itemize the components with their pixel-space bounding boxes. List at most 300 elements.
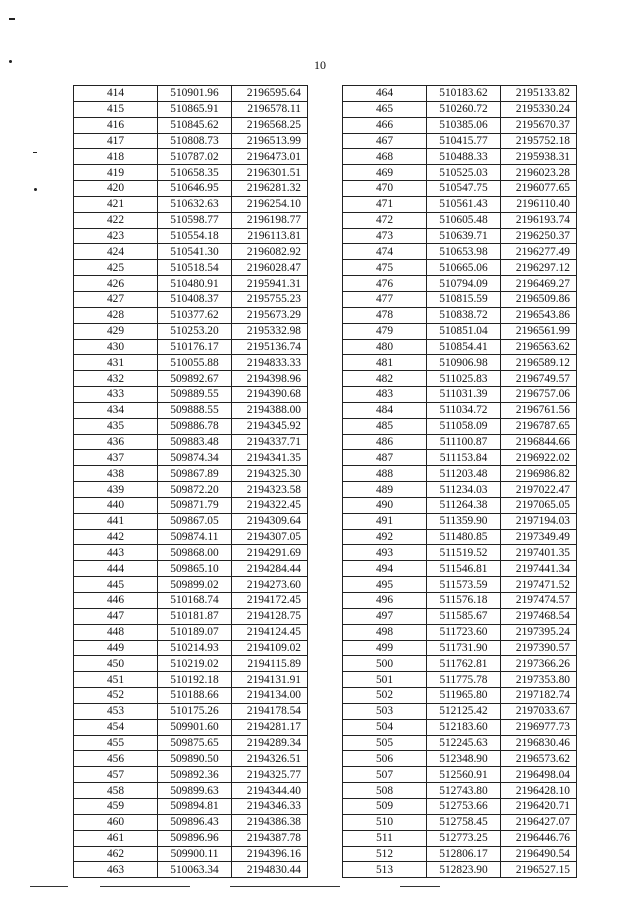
point-number-cell: 454 (74, 719, 158, 735)
point-number-cell: 448 (74, 624, 158, 640)
y-coordinate-cell: 2194134.00 (232, 688, 308, 704)
table-row (343, 783, 577, 799)
y-coordinate-cell: 2196787.65 (501, 418, 577, 434)
point-number-cell: 508 (343, 783, 427, 799)
table-row (74, 561, 308, 577)
y-coordinate-cell: 2197022.47 (501, 482, 577, 498)
y-coordinate-cell: 2194398.96 (232, 371, 308, 387)
y-coordinate-cell: 2194344.40 (232, 783, 308, 799)
y-coordinate-cell: 2196527.15 (501, 862, 577, 878)
x-coordinate-cell: 511731.90 (427, 640, 501, 656)
table-row (74, 371, 308, 387)
footer-rule (30, 886, 68, 887)
table-row (74, 228, 308, 244)
y-coordinate-cell: 2194337.71 (232, 434, 308, 450)
y-coordinate-cell: 2195136.74 (232, 339, 308, 355)
x-coordinate-cell: 511573.59 (427, 577, 501, 593)
table-row (74, 133, 308, 149)
table-row (343, 244, 577, 260)
footer-rule (400, 886, 440, 887)
x-coordinate-cell: 512560.91 (427, 767, 501, 783)
x-coordinate-cell: 510189.07 (158, 624, 232, 640)
x-coordinate-cell: 511034.72 (427, 402, 501, 418)
x-coordinate-cell: 510525.03 (427, 165, 501, 181)
y-coordinate-cell: 2196922.02 (501, 450, 577, 466)
point-number-cell: 437 (74, 450, 158, 466)
table-row (74, 323, 308, 339)
table-row (74, 450, 308, 466)
y-coordinate-cell: 2194396.16 (232, 846, 308, 862)
table-row (74, 101, 308, 117)
y-coordinate-cell: 2197395.24 (501, 624, 577, 640)
x-coordinate-cell: 510192.18 (158, 672, 232, 688)
y-coordinate-cell: 2196589.12 (501, 355, 577, 371)
y-coordinate-cell: 2194390.68 (232, 387, 308, 403)
point-number-cell: 495 (343, 577, 427, 593)
x-coordinate-cell: 509875.65 (158, 735, 232, 751)
table-row (74, 387, 308, 403)
y-coordinate-cell: 2196578.11 (232, 101, 308, 117)
x-coordinate-cell: 510554.18 (158, 228, 232, 244)
point-number-cell: 427 (74, 291, 158, 307)
y-coordinate-cell: 2194289.34 (232, 735, 308, 751)
y-coordinate-cell: 2196428.10 (501, 783, 577, 799)
table-row (343, 133, 577, 149)
y-coordinate-cell: 2194284.44 (232, 561, 308, 577)
x-coordinate-cell: 512245.63 (427, 735, 501, 751)
table-row (74, 434, 308, 450)
y-coordinate-cell: 2196110.40 (501, 196, 577, 212)
point-number-cell: 467 (343, 133, 427, 149)
x-coordinate-cell: 509867.89 (158, 466, 232, 482)
table-row (74, 402, 308, 418)
table-row (343, 101, 577, 117)
y-coordinate-cell: 2194131.91 (232, 672, 308, 688)
point-number-cell: 490 (343, 497, 427, 513)
point-number-cell: 513 (343, 862, 427, 878)
table-row (74, 529, 308, 545)
y-coordinate-cell: 2196254.10 (232, 196, 308, 212)
y-coordinate-cell: 2197441.34 (501, 561, 577, 577)
table-row (343, 228, 577, 244)
y-coordinate-cell: 2197349.49 (501, 529, 577, 545)
x-coordinate-cell: 510377.62 (158, 307, 232, 323)
point-number-cell: 487 (343, 450, 427, 466)
table-row (343, 212, 577, 228)
y-coordinate-cell: 2195670.37 (501, 117, 577, 133)
point-number-cell: 478 (343, 307, 427, 323)
table-row (343, 355, 577, 371)
x-coordinate-cell: 510480.91 (158, 276, 232, 292)
y-coordinate-cell: 2196830.46 (501, 735, 577, 751)
x-coordinate-cell: 510646.95 (158, 181, 232, 197)
table-row (74, 482, 308, 498)
x-coordinate-cell: 511480.85 (427, 529, 501, 545)
table-row (343, 434, 577, 450)
x-coordinate-cell: 509868.00 (158, 545, 232, 561)
y-coordinate-cell: 2196473.01 (232, 149, 308, 165)
x-coordinate-cell: 509872.20 (158, 482, 232, 498)
x-coordinate-cell: 510063.34 (158, 862, 232, 878)
y-coordinate-cell: 2196193.74 (501, 212, 577, 228)
point-number-cell: 459 (74, 798, 158, 814)
y-coordinate-cell: 2197401.35 (501, 545, 577, 561)
table-row (343, 624, 577, 640)
table-row (343, 640, 577, 656)
y-coordinate-cell: 2194325.30 (232, 466, 308, 482)
x-coordinate-cell: 511762.81 (427, 656, 501, 672)
table-row (343, 339, 577, 355)
x-coordinate-cell: 511203.48 (427, 466, 501, 482)
point-number-cell: 486 (343, 434, 427, 450)
point-number-cell: 438 (74, 466, 158, 482)
table-row (343, 181, 577, 197)
table-row (74, 767, 308, 783)
table-row (343, 482, 577, 498)
point-number-cell: 503 (343, 703, 427, 719)
table-row (343, 387, 577, 403)
point-number-cell: 451 (74, 672, 158, 688)
point-number-cell: 423 (74, 228, 158, 244)
point-number-cell: 502 (343, 688, 427, 704)
y-coordinate-cell: 2197366.26 (501, 656, 577, 672)
x-coordinate-cell: 512758.45 (427, 814, 501, 830)
x-coordinate-cell: 510547.75 (427, 181, 501, 197)
point-number-cell: 500 (343, 656, 427, 672)
y-coordinate-cell: 2196023.28 (501, 165, 577, 181)
table-row (74, 260, 308, 276)
table-row (343, 561, 577, 577)
coordinate-table-left (73, 85, 308, 878)
table-row (343, 735, 577, 751)
x-coordinate-cell: 510260.72 (427, 101, 501, 117)
x-coordinate-cell: 512183.60 (427, 719, 501, 735)
table-row (343, 814, 577, 830)
point-number-cell: 471 (343, 196, 427, 212)
point-number-cell: 440 (74, 497, 158, 513)
table-row (74, 149, 308, 165)
y-coordinate-cell: 2197390.57 (501, 640, 577, 656)
y-coordinate-cell: 2197033.67 (501, 703, 577, 719)
table-row (74, 497, 308, 513)
point-number-cell: 426 (74, 276, 158, 292)
table-row (343, 767, 577, 783)
point-number-cell: 441 (74, 513, 158, 529)
y-coordinate-cell: 2197194.03 (501, 513, 577, 529)
table-row (343, 688, 577, 704)
table-row (74, 181, 308, 197)
x-coordinate-cell: 509892.67 (158, 371, 232, 387)
table-row (74, 418, 308, 434)
x-coordinate-cell: 509894.81 (158, 798, 232, 814)
y-coordinate-cell: 2196446.76 (501, 830, 577, 846)
y-coordinate-cell: 2197065.05 (501, 497, 577, 513)
y-coordinate-cell: 2197474.57 (501, 593, 577, 609)
x-coordinate-cell: 510794.09 (427, 276, 501, 292)
point-number-cell: 462 (74, 846, 158, 862)
point-number-cell: 453 (74, 703, 158, 719)
x-coordinate-cell: 511965.80 (427, 688, 501, 704)
y-coordinate-cell: 2196513.99 (232, 133, 308, 149)
y-coordinate-cell: 2194115.89 (232, 656, 308, 672)
table-row (74, 640, 308, 656)
x-coordinate-cell: 510168.74 (158, 593, 232, 609)
table-row (74, 608, 308, 624)
point-number-cell: 472 (343, 212, 427, 228)
x-coordinate-cell: 509896.96 (158, 830, 232, 846)
table-row (343, 323, 577, 339)
x-coordinate-cell: 510901.96 (158, 86, 232, 102)
y-coordinate-cell: 2194128.75 (232, 608, 308, 624)
y-coordinate-cell: 2196977.73 (501, 719, 577, 735)
y-coordinate-cell: 2194172.45 (232, 593, 308, 609)
point-number-cell: 482 (343, 371, 427, 387)
x-coordinate-cell: 509892.36 (158, 767, 232, 783)
table-row (74, 117, 308, 133)
table-row (343, 276, 577, 292)
point-number-cell: 497 (343, 608, 427, 624)
point-number-cell: 511 (343, 830, 427, 846)
point-number-cell: 466 (343, 117, 427, 133)
point-number-cell: 474 (343, 244, 427, 260)
y-coordinate-cell: 2196757.06 (501, 387, 577, 403)
point-number-cell: 422 (74, 212, 158, 228)
x-coordinate-cell: 512348.90 (427, 751, 501, 767)
x-coordinate-cell: 510181.87 (158, 608, 232, 624)
table-row (74, 355, 308, 371)
x-coordinate-cell: 511031.39 (427, 387, 501, 403)
point-number-cell: 417 (74, 133, 158, 149)
table-row (343, 719, 577, 735)
table-row (74, 862, 308, 878)
point-number-cell: 496 (343, 593, 427, 609)
x-coordinate-cell: 510665.06 (427, 260, 501, 276)
y-coordinate-cell: 2196844.66 (501, 434, 577, 450)
table-row (74, 212, 308, 228)
point-number-cell: 501 (343, 672, 427, 688)
y-coordinate-cell: 2194291.69 (232, 545, 308, 561)
x-coordinate-cell: 510851.04 (427, 323, 501, 339)
table-row (343, 418, 577, 434)
y-coordinate-cell: 2194388.00 (232, 402, 308, 418)
point-number-cell: 456 (74, 751, 158, 767)
y-coordinate-cell: 2196498.04 (501, 767, 577, 783)
y-coordinate-cell: 2194386.38 (232, 814, 308, 830)
x-coordinate-cell: 509874.11 (158, 529, 232, 545)
point-number-cell: 480 (343, 339, 427, 355)
table-row (343, 862, 577, 878)
x-coordinate-cell: 512753.66 (427, 798, 501, 814)
point-number-cell: 414 (74, 86, 158, 102)
table-row (343, 672, 577, 688)
y-coordinate-cell: 2196077.65 (501, 181, 577, 197)
table-row (74, 703, 308, 719)
y-coordinate-cell: 2194326.51 (232, 751, 308, 767)
margin-mark (9, 18, 15, 20)
x-coordinate-cell: 511775.78 (427, 672, 501, 688)
x-coordinate-cell: 509901.60 (158, 719, 232, 735)
point-number-cell: 484 (343, 402, 427, 418)
x-coordinate-cell: 510253.20 (158, 323, 232, 339)
x-coordinate-cell: 510808.73 (158, 133, 232, 149)
footer-rule (230, 886, 340, 887)
point-number-cell: 461 (74, 830, 158, 846)
point-number-cell: 504 (343, 719, 427, 735)
table-row (74, 735, 308, 751)
point-number-cell: 447 (74, 608, 158, 624)
point-number-cell: 509 (343, 798, 427, 814)
footer-rule (100, 886, 190, 887)
y-coordinate-cell: 2195673.29 (232, 307, 308, 323)
table-row (343, 830, 577, 846)
y-coordinate-cell: 2196277.49 (501, 244, 577, 260)
point-number-cell: 424 (74, 244, 158, 260)
x-coordinate-cell: 510488.33 (427, 149, 501, 165)
y-coordinate-cell: 2194345.92 (232, 418, 308, 434)
x-coordinate-cell: 509900.11 (158, 846, 232, 862)
table-row (74, 783, 308, 799)
y-coordinate-cell: 2196573.62 (501, 751, 577, 767)
point-number-cell: 491 (343, 513, 427, 529)
x-coordinate-cell: 510906.98 (427, 355, 501, 371)
point-number-cell: 416 (74, 117, 158, 133)
x-coordinate-cell: 509899.63 (158, 783, 232, 799)
y-coordinate-cell: 2196082.92 (232, 244, 308, 260)
table-row (74, 86, 308, 102)
table-row (343, 545, 577, 561)
y-coordinate-cell: 2194178.54 (232, 703, 308, 719)
x-coordinate-cell: 510598.77 (158, 212, 232, 228)
x-coordinate-cell: 511723.60 (427, 624, 501, 640)
x-coordinate-cell: 510219.02 (158, 656, 232, 672)
point-number-cell: 449 (74, 640, 158, 656)
y-coordinate-cell: 2195941.31 (232, 276, 308, 292)
x-coordinate-cell: 511585.67 (427, 608, 501, 624)
point-number-cell: 488 (343, 466, 427, 482)
table-row (343, 466, 577, 482)
table-row (343, 165, 577, 181)
point-number-cell: 435 (74, 418, 158, 434)
y-coordinate-cell: 2194325.77 (232, 767, 308, 783)
y-coordinate-cell: 2194273.60 (232, 577, 308, 593)
table-row (343, 402, 577, 418)
x-coordinate-cell: 512806.17 (427, 846, 501, 862)
point-number-cell: 418 (74, 149, 158, 165)
y-coordinate-cell: 2197471.52 (501, 577, 577, 593)
point-number-cell: 499 (343, 640, 427, 656)
x-coordinate-cell: 512823.90 (427, 862, 501, 878)
x-coordinate-cell: 510385.06 (427, 117, 501, 133)
table-row (343, 577, 577, 593)
table-row (343, 608, 577, 624)
table-row (74, 466, 308, 482)
y-coordinate-cell: 2196281.32 (232, 181, 308, 197)
y-coordinate-cell: 2196297.12 (501, 260, 577, 276)
table-row (343, 529, 577, 545)
point-number-cell: 436 (74, 434, 158, 450)
table-row (74, 719, 308, 735)
y-coordinate-cell: 2194322.45 (232, 497, 308, 513)
y-coordinate-cell: 2196761.56 (501, 402, 577, 418)
x-coordinate-cell: 510176.17 (158, 339, 232, 355)
margin-mark (34, 188, 37, 191)
y-coordinate-cell: 2194309.64 (232, 513, 308, 529)
table-row (343, 371, 577, 387)
point-number-cell: 463 (74, 862, 158, 878)
x-coordinate-cell: 511058.09 (427, 418, 501, 434)
table-row (74, 291, 308, 307)
point-number-cell: 470 (343, 181, 427, 197)
x-coordinate-cell: 510653.98 (427, 244, 501, 260)
table-row (343, 751, 577, 767)
y-coordinate-cell: 2196561.99 (501, 323, 577, 339)
x-coordinate-cell: 509896.43 (158, 814, 232, 830)
x-coordinate-cell: 510639.71 (427, 228, 501, 244)
y-coordinate-cell: 2194124.45 (232, 624, 308, 640)
y-coordinate-cell: 2194323.58 (232, 482, 308, 498)
point-number-cell: 457 (74, 767, 158, 783)
x-coordinate-cell: 512773.25 (427, 830, 501, 846)
x-coordinate-cell: 510175.26 (158, 703, 232, 719)
point-number-cell: 460 (74, 814, 158, 830)
x-coordinate-cell: 510838.72 (427, 307, 501, 323)
x-coordinate-cell: 510561.43 (427, 196, 501, 212)
point-number-cell: 493 (343, 545, 427, 561)
y-coordinate-cell: 2196028.47 (232, 260, 308, 276)
y-coordinate-cell: 2196543.86 (501, 307, 577, 323)
x-coordinate-cell: 511264.38 (427, 497, 501, 513)
point-number-cell: 512 (343, 846, 427, 862)
table-row (74, 339, 308, 355)
coordinate-table-right (342, 85, 577, 878)
point-number-cell: 481 (343, 355, 427, 371)
point-number-cell: 431 (74, 355, 158, 371)
point-number-cell: 428 (74, 307, 158, 323)
table-row (74, 830, 308, 846)
point-number-cell: 475 (343, 260, 427, 276)
y-coordinate-cell: 2194109.02 (232, 640, 308, 656)
point-number-cell: 429 (74, 323, 158, 339)
point-number-cell: 464 (343, 86, 427, 102)
point-number-cell: 433 (74, 387, 158, 403)
table-row (343, 798, 577, 814)
point-number-cell: 505 (343, 735, 427, 751)
point-number-cell: 494 (343, 561, 427, 577)
table-row (74, 513, 308, 529)
table-row (74, 672, 308, 688)
table-row (74, 577, 308, 593)
x-coordinate-cell: 510541.30 (158, 244, 232, 260)
y-coordinate-cell: 2195133.82 (501, 86, 577, 102)
table-row (74, 307, 308, 323)
x-coordinate-cell: 509883.48 (158, 434, 232, 450)
y-coordinate-cell: 2197353.80 (501, 672, 577, 688)
table-row (343, 291, 577, 307)
table-row (74, 751, 308, 767)
y-coordinate-cell: 2194341.35 (232, 450, 308, 466)
x-coordinate-cell: 510787.02 (158, 149, 232, 165)
margin-mark (33, 152, 37, 153)
point-number-cell: 476 (343, 276, 427, 292)
x-coordinate-cell: 510605.48 (427, 212, 501, 228)
y-coordinate-cell: 2196420.71 (501, 798, 577, 814)
table-row (74, 276, 308, 292)
y-coordinate-cell: 2195752.18 (501, 133, 577, 149)
y-coordinate-cell: 2196427.07 (501, 814, 577, 830)
point-number-cell: 483 (343, 387, 427, 403)
table-row (343, 513, 577, 529)
point-number-cell: 432 (74, 371, 158, 387)
